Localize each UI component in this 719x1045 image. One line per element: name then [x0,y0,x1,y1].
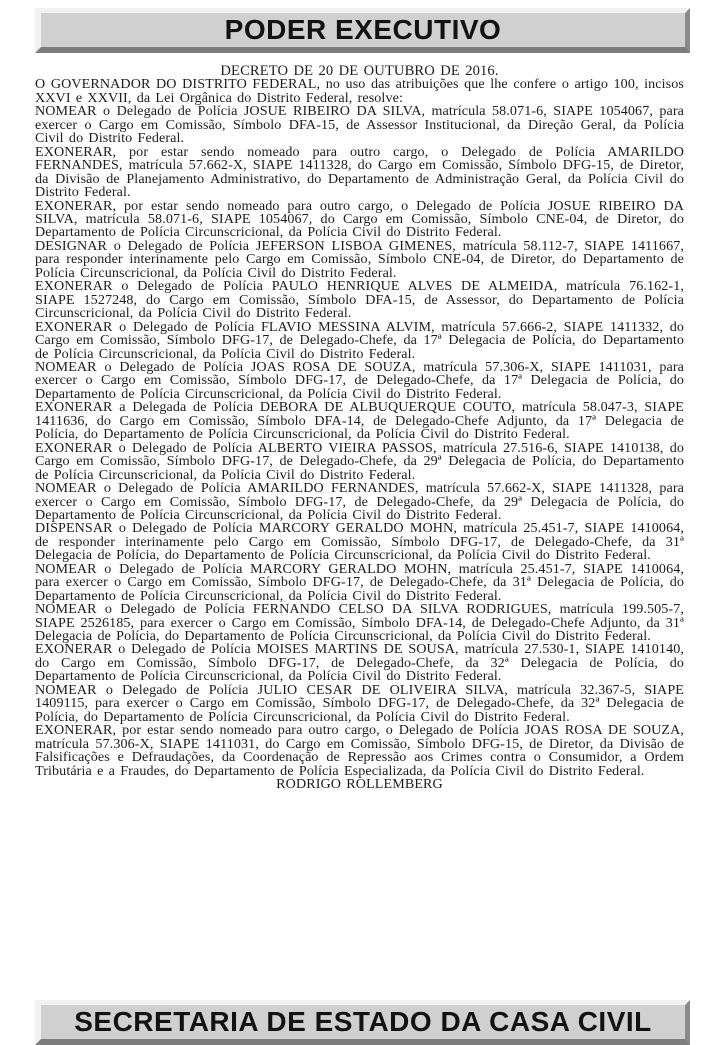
gazette-page [0,8,719,1037]
decree-paragraph: EXONERAR o Delegado de Polícia FLAVIO MESSINA ALVIM, matrícula 57.666-2, SIAPE 1411332, do Cargo em Comissão, Símbolo DFG-17, de Delegado-Chefe, da 17ª Delegacia de Polícia, do Departamento de Polícia Circunscricional, da Polícia Civil do Distrito Federal. [35,318,684,362]
section-banner-casa-civil [35,1000,690,1045]
decree-paragraph: EXONERAR o Delegado de Polícia MOISES MARTINS DE SOUSA, matrícula 27.530-1, SIAPE 1410140, do Cargo em Comissão, Símbolo DFG-17, de Delegado-Chefe, da 32ª Delegacia de Polícia, do Departamento de Polícia Circunscricional, da Polícia Civil do Distrito Federal. [35,641,684,685]
decree-paragraphs [35,78,684,778]
decree-body [35,65,684,791]
decree-title: DECRETO DE 20 DE OUTUBRO DE 2016. [220,63,499,79]
section-banner-poder-executivo [35,8,690,53]
decree-paragraph: EXONERAR o Delegado de Polícia ALBERTO VIEIRA PASSOS, matrícula 27.516-6, SIAPE 1410138, do Cargo em Comissão, Símbolo DFG-17, de Delegado-Chefe, da 29ª Delegacia de Polícia, do Departamento de Polícia Circunscricional, da Polícia Civil do Distrito Federal. [35,439,684,483]
decree-signature: RODRIGO ROLLEMBERG [276,776,443,793]
decree-paragraph: EXONERAR, por estar sendo nomeado para outro cargo, o Delegado de Polícia AMARILDO FERNANDES, matrícula 57.662-X, SIAPE 1411328, do Cargo em Comissão, Símbolo DFG-15, de Diretor, da Divisão de Planejamento Administrativo, do Departamento de Administração Geral, da Polícia Civil do Distrito Federal. [35,143,684,201]
decree-paragraph: EXONERAR o Delegado de Polícia PAULO HENRIQUE ALVES DE ALMEIDA, matrícula 76.162-1, SIAPE 1527248, do Cargo em Comissão, Símbolo DFA-15, de Assessor, do Departamento de Polícia Circunscricional, da Polícia Civil do Distrito Federal. [35,278,684,322]
section-banner-label: SECRETARIA DE ESTADO DA CASA CIVIL [74,1006,652,1037]
decree-paragraph: EXONERAR, por estar sendo nomeado para outro cargo, o Delegado de Polícia JOAS ROSA DE SOUZA, matrícula 57.306-X, SIAPE 1411031, do Cargo em Comissão, Símbolo DFG-15, de Diretor, da Divisão de Falsificações e Defraudações, da Coordenação de Repressão aos Crimes contra o Consumidor, a Ordem Tributária e a Fraudes, do Departamento de Polícia Especializada, da Polícia Civil do Distrito Federal. [35,722,684,779]
decree-paragraph: NOMEAR o Delegado de Polícia JULIO CESAR DE OLIVEIRA SILVA, matrícula 32.367-5, SIAPE 1409115, para exercer o Cargo em Comissão, Símbolo DFG-17, de Delegado-Chefe, da 32ª Delegacia de Polícia, do Departamento de Polícia Circunscricional, da Polícia Civil do Distrito Federal. [35,681,684,725]
decree-paragraph: NOMEAR o Delegado de Polícia JOAS ROSA DE SOUZA, matrícula 57.306-X, SIAPE 1411031, para exercer o Cargo em Comissão, Símbolo DFG-17, de Delegado-Chefe, da 17ª Delegacia de Polícia, do Departamento de Polícia Circunscricional, da Polícia Civil do Distrito Federal. [35,358,684,402]
decree-paragraph: NOMEAR o Delegado de Polícia FERNANDO CELSO DA SILVA RODRIGUES, matrícula 199.505-7, SIAPE 2526185, para exercer o Cargo em Comissão, Símbolo DFA-14, de Delegado-Chefe Adjunto, da 31ª Delegacia de Polícia, do Departamento de Polícia Circunscricional, da Polícia Civil do Distrito Federal. [35,601,684,645]
decree-paragraph: NOMEAR o Delegado de Polícia JOSUE RIBEIRO DA SILVA, matrícula 58.071-6, SIAPE 1054067, para exercer o Cargo em Comissão, Símbolo DFA-15, de Assessor Institucional, da Direção Geral, da Polícia Civil do Distrito Federal. [35,103,684,147]
decree-paragraph: DESIGNAR o Delegado de Polícia JEFERSON LISBOA GIMENES, matrícula 58.112-7, SIAPE 1411667, para responder interinamente pelo Cargo em Comissão, Símbolo CNE-04, de Diretor, do Departamento de Polícia Circunscricional, da Polícia Civil do Distrito Federal. [35,237,684,281]
section-banner-label: PODER EXECUTIVO [224,14,502,45]
decree-paragraph: EXONERAR, por estar sendo nomeado para outro cargo, o Delegado de Polícia JOSUE RIBEIRO DA SILVA, matrícula 58.071-6, SIAPE 1054067, do Cargo em Comissão, Símbolo CNE-04, de Diretor, do Departamento de Polícia Circunscricional, da Polícia Civil do Distrito Federal. [35,197,684,241]
decree-paragraph: DISPENSAR o Delegado de Polícia MARCORY GERALDO MOHN, matrícula 25.451-7, SIAPE 1410064, de responder interinamente pelo Cargo em Comissão, Símbolo DFG-17, de Delegado-Chefe, da 31ª Delegacia de Polícia, do Departamento de Polícia Circunscricional, da Polícia Civil do Distrito Federal. [35,520,684,564]
decree-paragraph: NOMEAR o Delegado de Polícia AMARILDO FERNANDES, matrícula 57.662-X, SIAPE 1411328, para exercer o Cargo em Comissão, Símbolo DFG-17, de Delegado-Chefe, da 29ª Delegacia de Polícia, do Departamento de Polícia Circunscricional, da Polícia Civil do Distrito Federal. [35,480,684,523]
decree-paragraph: NOMEAR o Delegado de Polícia MARCORY GERALDO MOHN, matrícula 25.451-7, SIAPE 1410064, para exercer o Cargo em Comissão, Símbolo DFG-17, de Delegado-Chefe, da 31ª Delegacia de Polícia, do Departamento de Polícia Circunscricional, da Polícia Civil do Distrito Federal. [35,560,684,604]
decree-paragraph: EXONERAR a Delegada de Polícia DEBORA DE ALBUQUERQUE COUTO, matrícula 58.047-3, SIAPE 1411636, do Cargo em Comissão, Símbolo DFA-14, de Delegado-Chefe Adjunto, da 17ª Delegacia de Polícia, do Departamento de Polícia Circunscricional, da Polícia Civil do Distrito Federal. [35,399,684,443]
decree-paragraph: O GOVERNADOR DO DISTRITO FEDERAL, no uso das atribuições que lhe confere o artigo 100, incisos XXVI e XXVII, da Lei Orgânica do Distrito Federal, resolve: [35,76,684,106]
